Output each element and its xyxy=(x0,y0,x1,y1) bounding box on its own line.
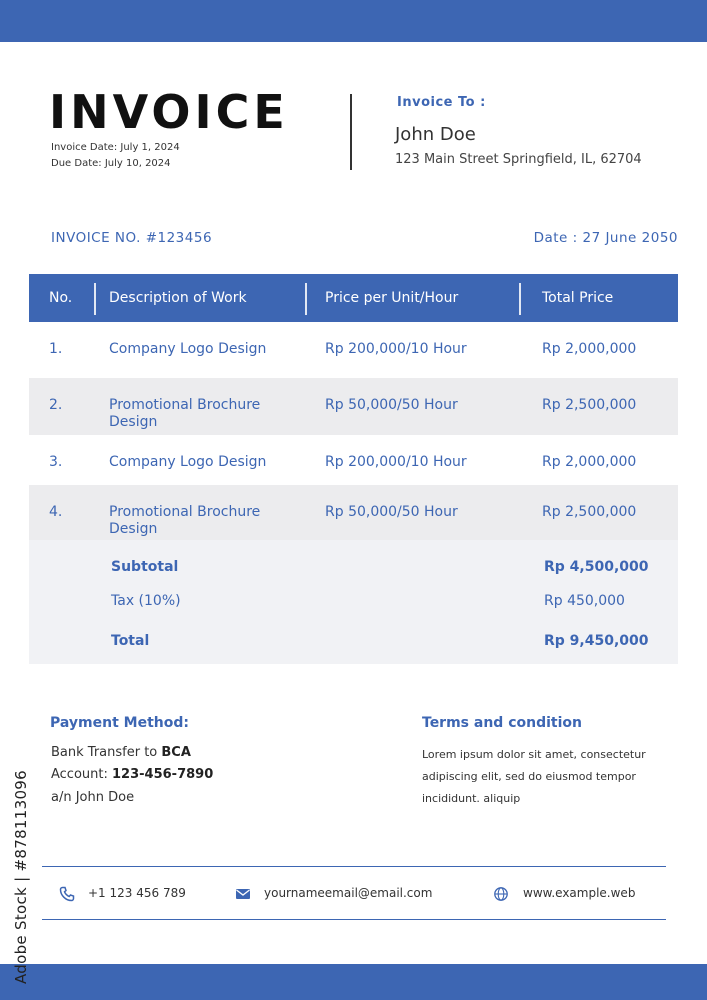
invoice-number: INVOICE NO. #123456 xyxy=(51,230,213,246)
account-number: 123-456-7890 xyxy=(112,767,214,782)
row-no: 4. xyxy=(49,504,63,520)
table-row xyxy=(29,378,678,435)
row-no: 1. xyxy=(49,341,63,357)
row-description: Company Logo Design xyxy=(109,454,267,470)
row-price: Rp 50,000/50 Hour xyxy=(325,397,458,413)
payment-heading: Payment Method: xyxy=(50,715,189,731)
row-description: Company Logo Design xyxy=(109,341,267,357)
row-total: Rp 2,000,000 xyxy=(542,341,637,357)
row-no: 3. xyxy=(49,454,63,470)
bank-line xyxy=(51,745,191,760)
invoice-issue-date: Date : 27 June 2050 xyxy=(533,230,678,246)
table-header xyxy=(29,274,678,322)
stock-credit: Adobe Stock | #878113096 xyxy=(12,770,30,984)
row-price: Rp 50,000/50 Hour xyxy=(325,504,458,520)
contact-email: yournameemail@email.com xyxy=(264,886,433,900)
header-separator xyxy=(519,283,521,315)
tax-label: Tax (10%) xyxy=(111,593,181,609)
header-price: Price per Unit/Hour xyxy=(325,290,459,306)
phone-icon xyxy=(59,886,75,902)
top-band xyxy=(0,0,707,42)
account-prefix: Account: xyxy=(51,767,113,782)
contact-phone: +1 123 456 789 xyxy=(88,886,186,900)
bill-to-label: Invoice To : xyxy=(397,95,486,110)
header-separator xyxy=(94,283,96,315)
account-line xyxy=(51,767,213,782)
header-no: No. xyxy=(49,290,73,306)
header-divider xyxy=(350,94,352,170)
table-row xyxy=(29,485,678,540)
total-value: Rp 9,450,000 xyxy=(544,633,649,649)
subtotal-value: Rp 4,500,000 xyxy=(544,559,649,575)
row-total: Rp 2,000,000 xyxy=(542,454,637,470)
footer-rule-top xyxy=(42,866,666,867)
totals-panel xyxy=(29,540,678,664)
due-date: Due Date: July 10, 2024 xyxy=(51,158,171,169)
total-label: Total xyxy=(111,633,150,649)
header-total: Total Price xyxy=(542,290,614,306)
bottom-band xyxy=(0,964,707,1000)
invoice-title: INVOICE xyxy=(49,85,289,139)
tax-value: Rp 450,000 xyxy=(544,593,625,609)
row-total: Rp 2,500,000 xyxy=(542,504,637,520)
subtotal-label: Subtotal xyxy=(111,559,179,575)
row-description: Promotional Brochure Design xyxy=(109,397,261,430)
bank-name: BCA xyxy=(161,745,191,760)
table-row xyxy=(29,435,678,485)
invoice-date: Invoice Date: July 1, 2024 xyxy=(51,142,180,153)
header-description: Description of Work xyxy=(109,290,247,306)
table-row xyxy=(29,322,678,378)
contact-web: www.example.web xyxy=(523,886,636,900)
bill-to-name: John Doe xyxy=(395,124,476,145)
row-price: Rp 200,000/10 Hour xyxy=(325,341,467,357)
bill-to-address: 123 Main Street Springfield, IL, 62704 xyxy=(395,152,642,167)
terms-heading: Terms and condition xyxy=(422,715,582,731)
bank-prefix: Bank Transfer to xyxy=(51,745,162,760)
row-no: 2. xyxy=(49,397,63,413)
account-holder: a/n John Doe xyxy=(51,790,135,805)
footer-rule-bottom xyxy=(42,919,666,920)
row-price: Rp 200,000/10 Hour xyxy=(325,454,467,470)
globe-icon xyxy=(493,886,509,902)
terms-body: Lorem ipsum dolor sit amet, consectetur adipiscing elit, sed do eiusmod tempor incididunt. aliquip xyxy=(422,748,646,805)
row-description: Promotional Brochure Design xyxy=(109,504,261,537)
row-total: Rp 2,500,000 xyxy=(542,397,637,413)
email-icon xyxy=(235,886,251,902)
line-items-table xyxy=(29,274,678,540)
header-separator xyxy=(305,283,307,315)
